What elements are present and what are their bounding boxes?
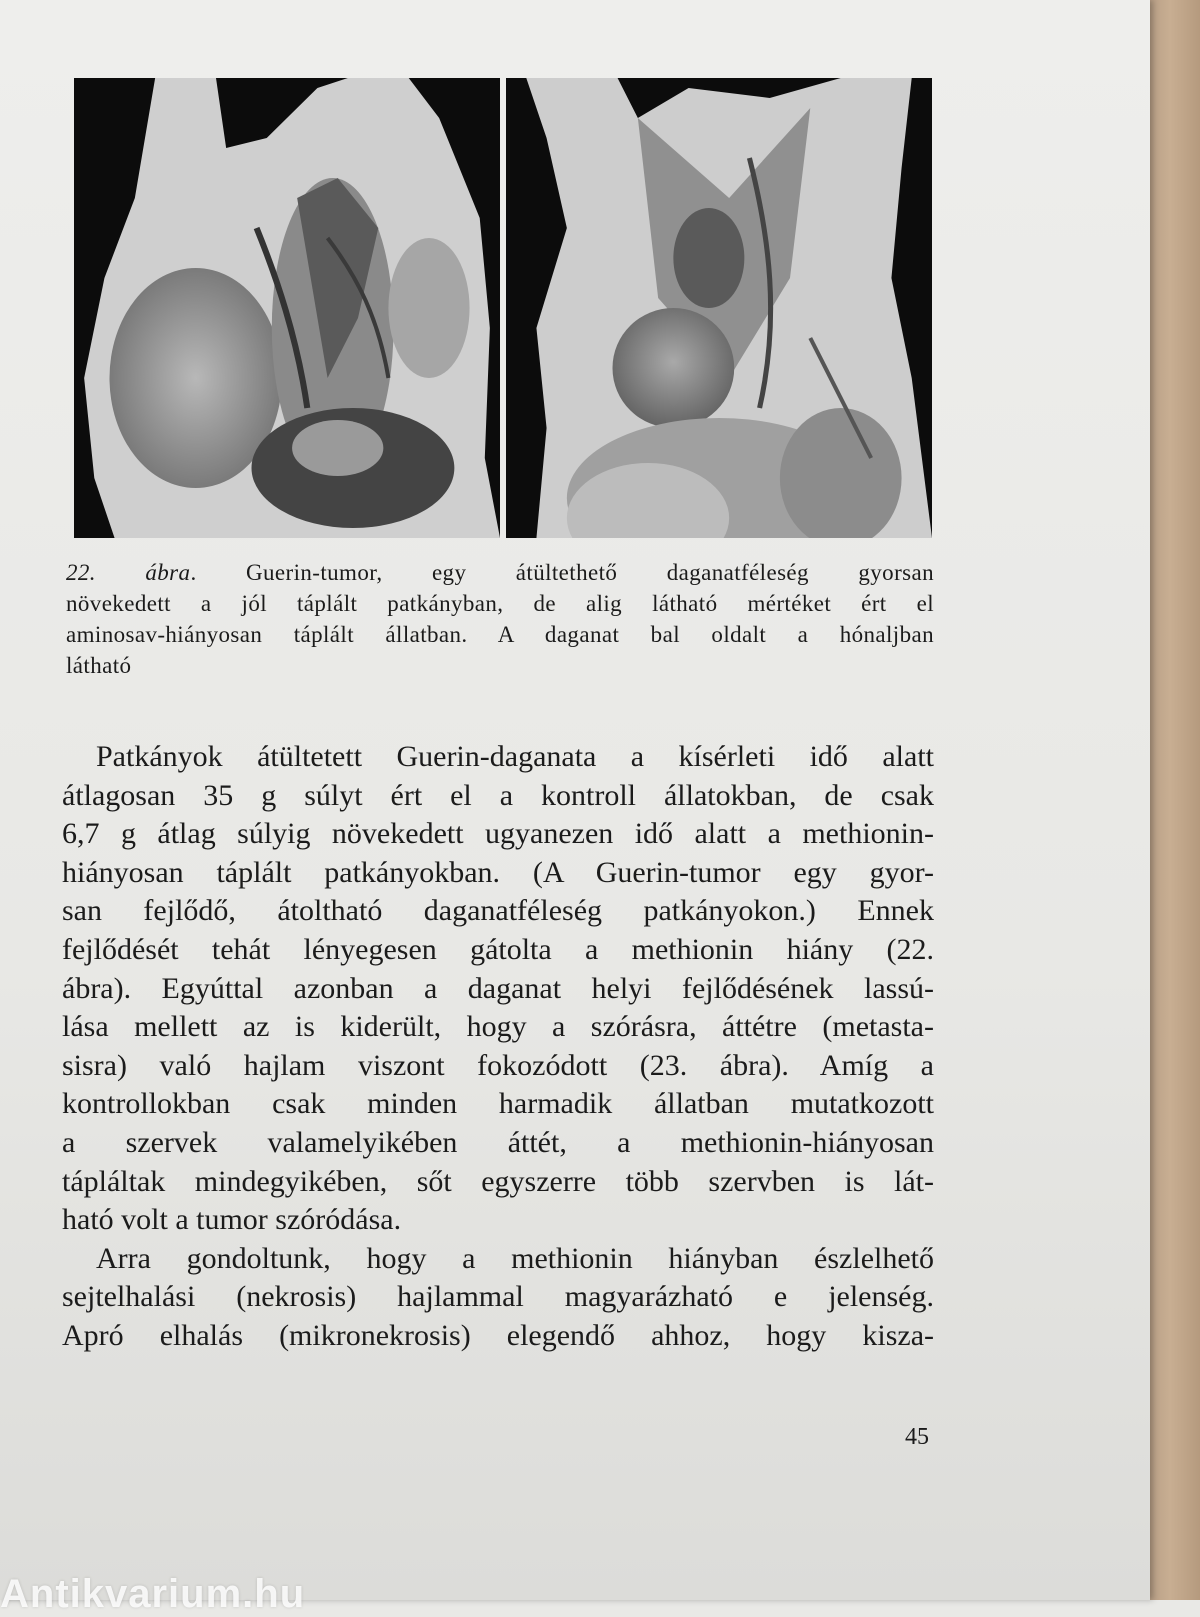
paragraph-1	[62, 738, 934, 1240]
text-line: sisra) való hajlam viszont fokozódott (23. ábra). Amíg a	[62, 1048, 934, 1082]
caption-line: 22. ábra. Guerin-tumor, egy átültethető daganatféleség gyorsan	[66, 560, 934, 585]
text-line: fejlődését tehát lényegesen gátolta a methionin hiány (22.	[62, 932, 934, 966]
figure-22	[74, 78, 932, 538]
text-line: ábra). Egyúttal azonban a daganat helyi fejlődésének lassú-	[62, 971, 934, 1005]
text-line: kontrollokban csak minden harmadik állatban mutatkozott	[62, 1087, 934, 1121]
photo-right-deficient-rat	[506, 78, 932, 538]
text-line: san fejlődő, átoltható daganatféleség patkányokon.) Ennek	[62, 894, 934, 928]
text-line: lása mellett az is kiderült, hogy a szórásra, áttétre (metasta-	[62, 1010, 934, 1044]
text-line: hiányosan táplált patkányokban. (A Guerin-tumor egy gyor-	[62, 855, 934, 889]
wooden-background	[1150, 0, 1200, 1600]
text-line: Apró elhalás (mikronekrosis) elegendő ahhoz, hogy kisza-	[62, 1318, 934, 1352]
caption-line: aminosav-hiányosan táplált állatban. A daganat bal oldalt a hónaljban	[66, 622, 934, 647]
body-text	[62, 738, 934, 1356]
text-line: 6,7 g átlag súlyig növekedett ugyanezen idő alatt a methionin-	[62, 817, 934, 851]
text-line: Patkányok átültetett Guerin-daganata a kísérleti idő alatt	[96, 740, 934, 773]
text-line: átlagosan 35 g súlyt ért el a kontroll állatokban, de csak	[62, 778, 934, 812]
text-line: ható volt a tumor szóródása.	[62, 1203, 402, 1237]
caption-line: növekedett a jól táplált patkányban, de alig látható mértéket ért el	[66, 591, 934, 616]
text-line: tápláltak mindegyikében, sőt egyszerre több szervben is lát-	[62, 1164, 934, 1198]
figure-caption	[66, 557, 934, 681]
page-number: 45	[905, 1424, 929, 1450]
paragraph-2	[62, 1240, 934, 1356]
text-line: a szervek valamelyikében áttét, a methionin-hiányosan	[62, 1125, 934, 1159]
text-line: Arra gondoltunk, hogy a methionin hiányban észlelhető	[96, 1241, 934, 1275]
text-line: sejtelhalási (nekrosis) hajlammal magyarázható e jelenség.	[62, 1280, 934, 1314]
caption-line: látható	[66, 653, 132, 678]
photo-left-well-fed-rat	[74, 78, 500, 538]
figure-label: 22. ábra	[66, 560, 191, 585]
watermark-logo: Antikvarium.hu	[0, 1572, 306, 1616]
